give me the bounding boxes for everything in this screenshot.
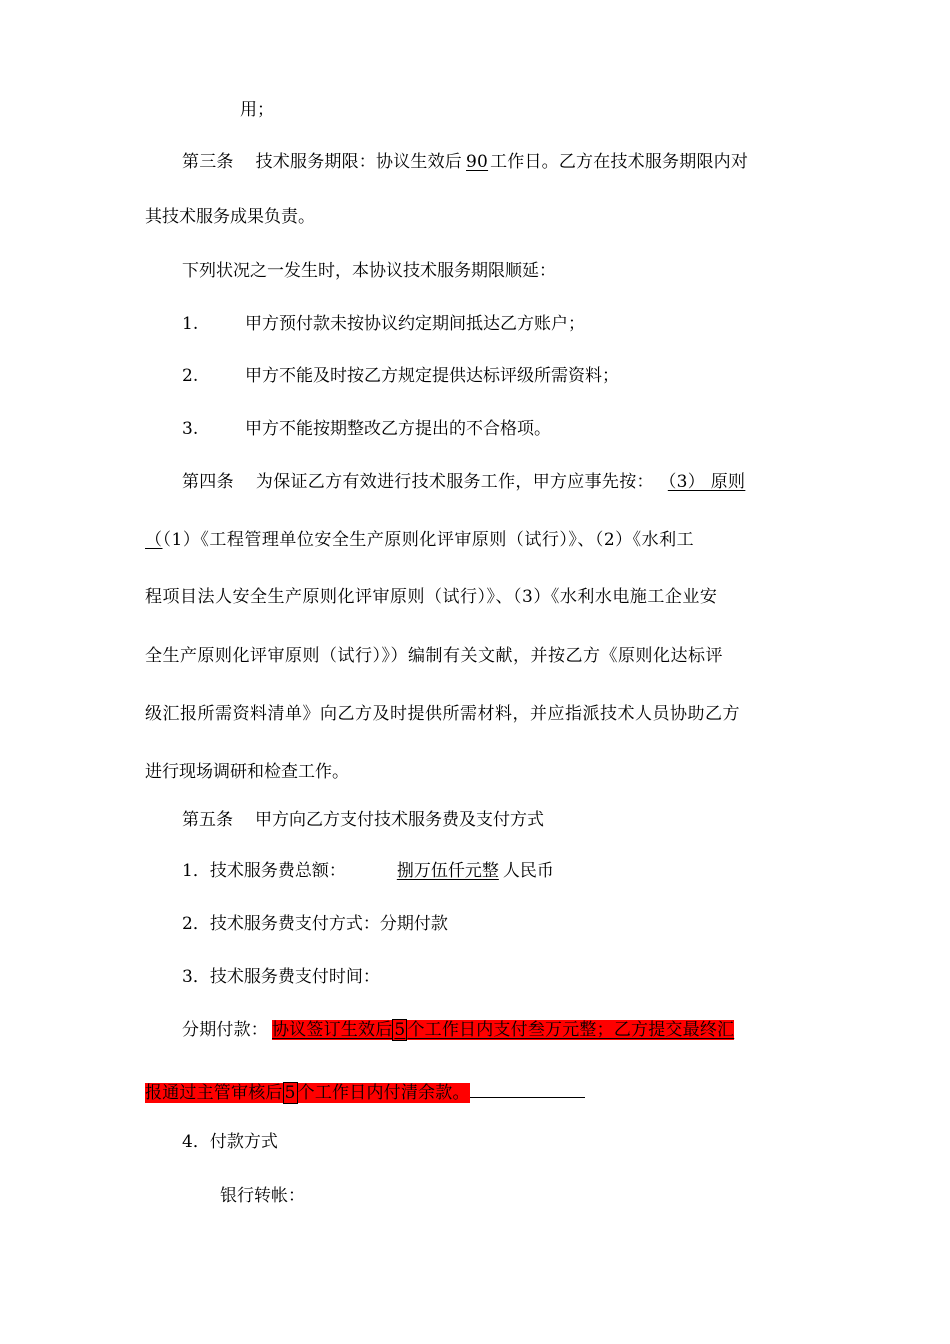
paragraph-line: （（1）《工程管理单位安全生产原则化评审原则（试行）》、（2）《水利工 <box>145 530 695 550</box>
standard-choice-value: （3） 原则 <box>667 472 746 492</box>
installment-line-continued <box>145 1077 585 1105</box>
article-3-line: 第三条 技术服务期限：协议生效后 90 工作日。乙方在技术服务期限内对 <box>182 152 749 172</box>
article-4-label: 第四条 <box>182 472 234 492</box>
article-5-line: 第五条 甲方向乙方支付技术服务费及支付方式 <box>182 810 544 830</box>
service-days-value: 90 <box>466 152 489 172</box>
paragraph-line: 程项目法人安全生产原则化评审原则（试行）》、（3）《水利水电施工企业安 <box>145 587 718 607</box>
fee-amount-value: 捌万伍仟元整 <box>396 861 499 881</box>
highlighted-payment-terms: 报通过主管审核后 5 个工作日内付清余款。 <box>145 1083 470 1103</box>
paragraph-line: 2．技术服务费支付方式：分期付款 <box>182 914 448 934</box>
paragraph-line: 其技术服务成果负责。 <box>145 207 315 227</box>
paragraph-line: 进行现场调研和检查工作。 <box>145 762 349 782</box>
fee-total-line: 1．技术服务费总额： 捌万伍仟元整 人民币 <box>182 861 554 881</box>
paragraph-line: 银行转帐： <box>220 1186 305 1206</box>
paragraph-line: 用； <box>240 100 274 120</box>
paragraph-line: 4．付款方式 <box>182 1132 278 1152</box>
paragraph-line: 全生产原则化评审原则（试行）》）编制有关文献，并按乙方《原则化达标评 <box>145 646 723 666</box>
installment-line: 分期付款： 协议签订生效后 5 个工作日内支付叁万元整；乙方提交最终汇 <box>182 1020 735 1040</box>
paragraph-line: 下列状况之一发生时，本协议技术服务期限顺延： <box>182 261 556 281</box>
paragraph-line: 3．技术服务费支付时间： <box>182 967 380 987</box>
article-4-line: 第四条 为保证乙方有效进行技术服务工作，甲方应事先按： （3） 原则 <box>182 472 746 492</box>
article-5-label: 第五条 <box>182 810 233 830</box>
highlighted-payment-terms: 协议签订生效后 5 个工作日内支付叁万元整；乙方提交最终汇 <box>272 1020 735 1040</box>
list-item: 3. 甲方不能按期整改乙方提出的不合格项。 <box>182 419 551 439</box>
list-item: 1. 甲方预付款未按协议约定期间抵达乙方账户； <box>182 314 585 334</box>
list-item: 2. 甲方不能及时按乙方规定提供达标评级所需资料； <box>182 366 619 386</box>
article-3-label: 第三条 <box>182 152 234 172</box>
paragraph-line: 级汇报所需资料清单》向乙方及时提供所需材料，并应指派技术人员协助乙方 <box>145 704 740 724</box>
